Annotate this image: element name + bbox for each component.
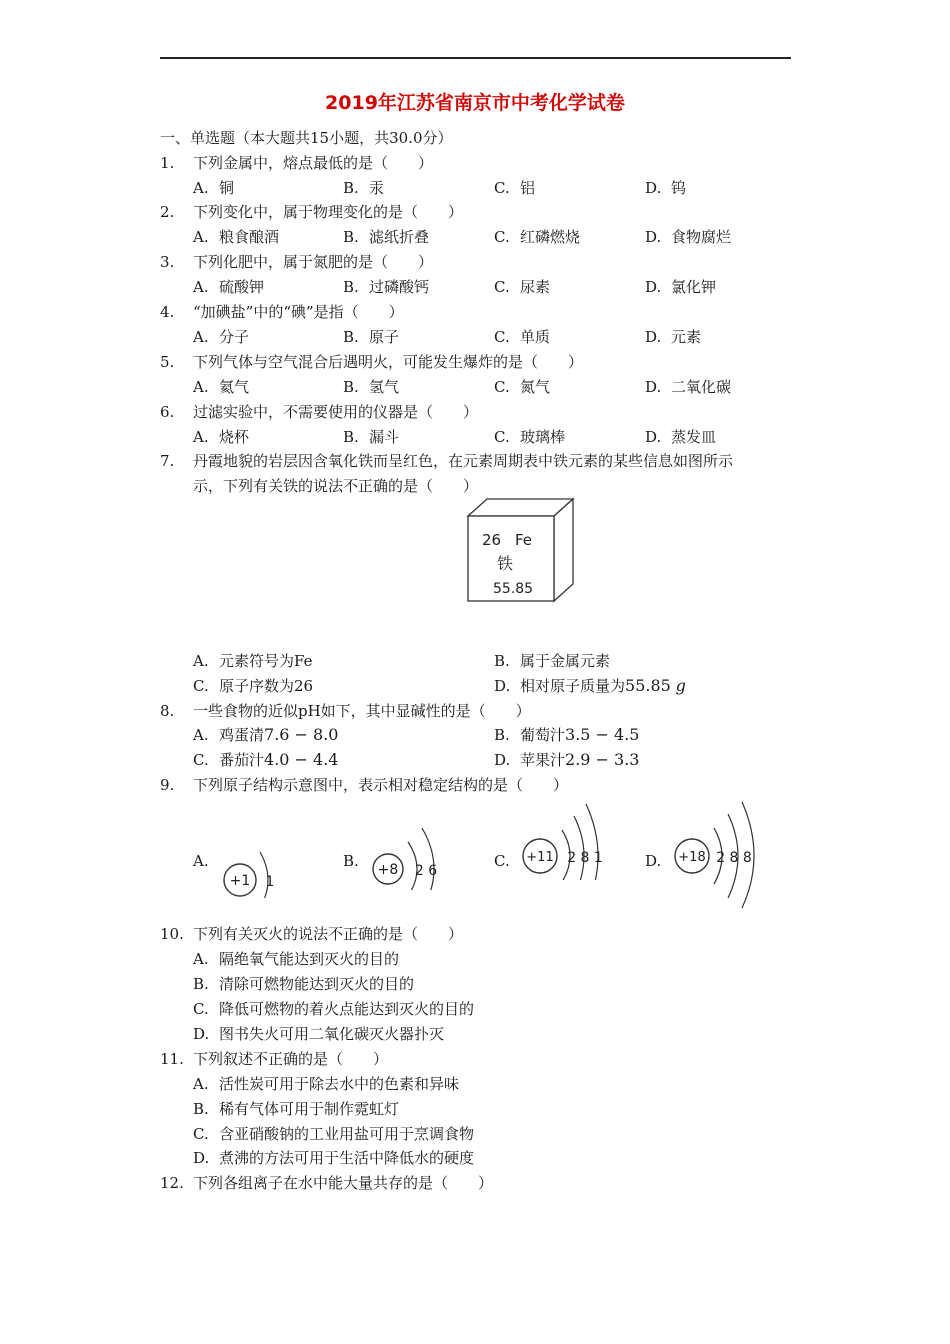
option-b[interactable]: B. 汞 <box>343 179 385 197</box>
question-6 <box>160 402 478 422</box>
question-11 <box>160 1049 388 1069</box>
svg-text:1: 1 <box>265 874 275 890</box>
option-c[interactable]: C. 含亚硝酸钠的工业用盐可用于烹调食物 <box>193 1125 475 1143</box>
option-c[interactable]: C. 铝 <box>494 179 536 197</box>
option-b[interactable]: B. 氢气 <box>343 378 400 396</box>
option-b[interactable]: B. 漏斗 <box>343 428 400 446</box>
atom-diagram-a <box>220 848 280 898</box>
question-text-cont: 示，下列有关铁的说法不正确的是（ ） <box>193 477 479 495</box>
question-text: 下列叙述不正确的是（ ） <box>193 1050 389 1068</box>
option-b[interactable]: B. 属于金属元素 <box>494 652 611 670</box>
section-heading: 一、单选题（本大题共15小题，共30.0分） <box>160 129 453 147</box>
option-c[interactable]: C. 降低可燃物的着火点能达到灭火的目的 <box>193 1000 475 1018</box>
option-a[interactable]: A. 硫酸钾 <box>193 278 265 296</box>
question-number: 12. <box>160 1174 184 1192</box>
question-2 <box>160 202 463 222</box>
option-c[interactable]: C. 玻璃棒 <box>494 428 566 446</box>
option-a[interactable]: A. 隔绝氧气能达到灭火的目的 <box>193 950 400 968</box>
option-a[interactable]: A. 粮食酿酒 <box>193 228 280 246</box>
option-d[interactable]: D. 苹果汁2.9 − 3.3 <box>494 750 640 769</box>
svg-text:2 6: 2 6 <box>414 863 438 879</box>
question-number: 6. <box>160 403 175 421</box>
question-text: “加碘盐”中的“碘”是指（ ） <box>193 303 404 321</box>
option-b[interactable]: B. 葡萄汁3.5 − 4.5 <box>494 725 640 744</box>
svg-text:2 8 8: 2 8 8 <box>716 850 752 866</box>
option-b[interactable]: B. 原子 <box>343 328 400 346</box>
option-d[interactable]: D. 煮沸的方法可用于生活中降低水的硬度 <box>193 1149 475 1167</box>
option-b[interactable]: B. 滤纸折叠 <box>343 228 430 246</box>
option-c[interactable]: C. 单质 <box>494 328 551 346</box>
question-number: 4. <box>160 303 175 321</box>
question-4 <box>160 302 404 322</box>
option-c[interactable]: C. 原子序数为26 <box>193 677 314 695</box>
question-text: 下列变化中，属于物理变化的是（ ） <box>193 203 464 221</box>
option-b[interactable]: B. 稀有气体可用于制作霓虹灯 <box>193 1100 400 1118</box>
option-b[interactable]: B. 过磷酸钙 <box>343 278 430 296</box>
option-a[interactable]: A. 氦气 <box>193 378 250 396</box>
question-text: 一些食物的近似pH如下，其中显碱性的是（ ） <box>193 702 531 720</box>
svg-text:+1: +1 <box>229 873 251 889</box>
atom-diagram-d <box>672 800 767 910</box>
question-number: 11. <box>160 1050 184 1068</box>
option-a[interactable]: A. 元素符号为Fe <box>193 652 313 670</box>
question-10 <box>160 924 463 944</box>
question-text: 丹霞地貌的岩层因含氧化铁而呈红色，在元素周期表中铁元素的某些信息如图所示 <box>193 452 734 470</box>
question-1 <box>160 153 433 173</box>
question-number: 2. <box>160 203 175 221</box>
element-symbol: Fe <box>515 531 533 549</box>
question-7 <box>160 451 733 471</box>
option-a[interactable]: A. 烧杯 <box>193 428 250 446</box>
question-text: 下列化肥中，属于氮肥的是（ ） <box>193 253 434 271</box>
option-c[interactable]: C. 红磷燃烧 <box>494 228 581 246</box>
atom-diagram-b <box>370 820 450 890</box>
option-a[interactable]: A. <box>193 852 209 870</box>
option-d[interactable]: D. 二氧化碳 <box>645 378 732 396</box>
question-number: 1. <box>160 154 175 172</box>
question-number: 7. <box>160 452 175 470</box>
question-number: 5. <box>160 353 175 371</box>
question-number: 9. <box>160 776 175 794</box>
option-d[interactable]: D. 钨 <box>645 179 687 197</box>
option-a[interactable]: A. 活性炭可用于除去水中的色素和异味 <box>193 1075 460 1093</box>
option-a[interactable]: A. 铜 <box>193 179 235 197</box>
option-d[interactable]: D. 元素 <box>645 328 702 346</box>
option-d[interactable]: D. 图书失火可用二氧化碳灭火器扑灭 <box>193 1025 445 1043</box>
page-title: 2019年江苏省南京市中考化学试卷 <box>325 92 625 114</box>
question-9 <box>160 775 568 795</box>
option-c[interactable]: C. <box>494 852 510 870</box>
top-rule <box>160 57 791 59</box>
question-text: 下列原子结构示意图中，表示相对稳定结构的是（ ） <box>193 776 569 794</box>
option-d[interactable]: D. 蒸发皿 <box>645 428 717 446</box>
question-text: 过滤实验中，不需要使用的仪器是（ ） <box>193 403 479 421</box>
option-d[interactable]: D. <box>645 852 662 870</box>
atom-diagram-c <box>520 800 610 880</box>
element-name: 铁 <box>497 554 514 573</box>
svg-text:2 8 1: 2 8 1 <box>567 850 603 866</box>
question-5 <box>160 352 583 372</box>
svg-text:+8: +8 <box>377 862 399 878</box>
question-8 <box>160 701 531 721</box>
atomic-number: 26 <box>482 531 502 549</box>
svg-text:+11: +11 <box>526 850 554 865</box>
option-d[interactable]: D. 相对原子质量为55.85 g <box>494 676 686 695</box>
option-a[interactable]: A. 鸡蛋清7.6 − 8.0 <box>193 725 339 744</box>
question-text: 下列金属中，熔点最低的是（ ） <box>193 154 434 172</box>
question-number: 3. <box>160 253 175 271</box>
question-number: 8. <box>160 702 175 720</box>
option-b[interactable]: B. 清除可燃物能达到灭火的目的 <box>193 975 415 993</box>
option-d[interactable]: D. 氯化钾 <box>645 278 717 296</box>
option-c[interactable]: C. 番茄汁4.0 − 4.4 <box>193 750 339 769</box>
question-3 <box>160 252 433 272</box>
question-12 <box>160 1173 493 1193</box>
atomic-mass: 55.85 <box>493 581 534 597</box>
question-number: 10. <box>160 925 184 943</box>
option-c[interactable]: C. 氮气 <box>494 378 551 396</box>
question-text: 下列各组离子在水中能大量共存的是（ ） <box>193 1174 494 1192</box>
option-d[interactable]: D. 食物腐烂 <box>645 228 732 246</box>
question-text: 下列有关灭火的说法不正确的是（ ） <box>193 925 464 943</box>
svg-text:+18: +18 <box>678 850 706 865</box>
question-text: 下列气体与空气混合后遇明火，可能发生爆炸的是（ ） <box>193 353 584 371</box>
option-b[interactable]: B. <box>343 852 359 870</box>
periodic-cell-figure <box>460 495 580 607</box>
option-c[interactable]: C. 尿素 <box>494 278 551 296</box>
option-a[interactable]: A. 分子 <box>193 328 250 346</box>
